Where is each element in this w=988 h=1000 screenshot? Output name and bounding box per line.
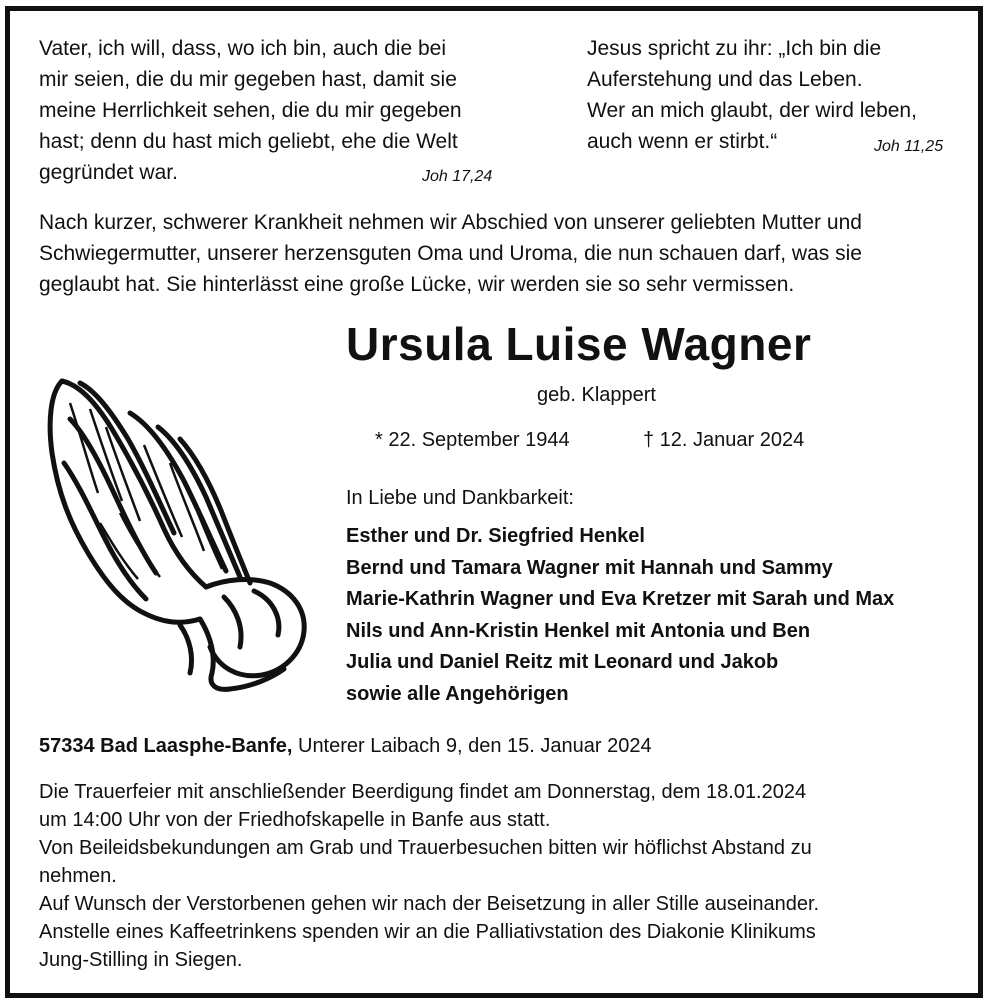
- mourner-entry: sowie alle Angehörigen: [346, 682, 569, 705]
- mourners-list: [346, 521, 894, 710]
- farewell-line: Nach kurzer, schwerer Krankheit nehmen wir Abschied von unserer geliebten Mutter und: [39, 211, 862, 234]
- quote-right-line: auch wenn er stirbt.“: [587, 130, 778, 153]
- death-date: † 12. Januar 2024: [643, 429, 805, 451]
- bible-quote-left: [39, 33, 509, 188]
- obituary-frame: [5, 6, 983, 998]
- deceased-name: Ursula Luise Wagner: [346, 318, 812, 370]
- quote-left-line: gegründet war.: [39, 161, 178, 184]
- quote-left-line: hast; denn du hast mich geliebt, ehe die Welt: [39, 130, 458, 153]
- maiden-name: geb. Klappert: [537, 384, 656, 406]
- details-line: Die Trauerfeier mit anschließender Beerdigung findet am Donnerstag, dem 18.01.2024: [39, 781, 807, 803]
- farewell-text: [39, 207, 862, 300]
- quote-right-line: Wer an mich glaubt, der wird leben,: [587, 99, 917, 122]
- mourner-entry: Esther und Dr. Siegfried Henkel: [346, 525, 645, 547]
- funeral-details: [39, 778, 819, 974]
- birth-date: * 22. September 1944: [375, 429, 570, 451]
- details-line: Anstelle eines Kaffeetrinkens spenden wir an die Palliativstation des Diakonie Klinikums: [39, 921, 816, 943]
- praying-hands-icon: [40, 373, 320, 693]
- quote-left-reference: Joh 17,24: [422, 168, 493, 185]
- farewell-line: Schwiegermutter, unserer herzensguten Oma und Uroma, die nun schauen darf, was sie: [39, 242, 862, 265]
- address-city: 57334 Bad Laasphe-Banfe,: [39, 735, 293, 757]
- mourner-entry: Marie-Kathrin Wagner und Eva Kretzer mit Sarah und Max: [346, 588, 895, 610]
- mourner-entry: Bernd und Tamara Wagner mit Hannah und Sammy: [346, 556, 833, 579]
- address-rest: Unterer Laibach 9, den 15. Januar 2024: [292, 735, 652, 757]
- mourner-entry: Julia und Daniel Reitz mit Leonard und Jakob: [346, 651, 779, 673]
- quote-left-line: Vater, ich will, dass, wo ich bin, auch die bei: [39, 37, 446, 60]
- details-line: Auf Wunsch der Verstorbenen gehen wir nach der Beisetzung in aller Stille auseinander.: [39, 893, 820, 915]
- address-line: [39, 735, 652, 758]
- bible-quote-right: [587, 33, 957, 157]
- mourner-entry: Nils und Ann-Kristin Henkel mit Antonia und Ben: [346, 619, 811, 642]
- quote-left-line: meine Herrlichkeit sehen, die du mir gegeben: [39, 99, 462, 122]
- quote-right-line: Auferstehung und das Leben.: [587, 68, 863, 91]
- quote-right-line: Jesus spricht zu ihr: „Ich bin die: [587, 37, 882, 60]
- quote-right-reference: Joh 11,25: [874, 138, 944, 155]
- details-line: um 14:00 Uhr von der Friedhofskapelle in Banfe aus statt.: [39, 809, 551, 831]
- quote-left-line: mir seien, die du mir gegeben hast, damit sie: [39, 68, 457, 91]
- details-line: nehmen.: [39, 865, 117, 887]
- farewell-line: geglaubt hat. Sie hinterlässt eine große Lücke, wir werden sie so sehr vermissen.: [39, 273, 795, 296]
- details-line: Von Beileidsbekundungen am Grab und Trauerbesuchen bitten wir höflichst Abstand zu: [39, 837, 812, 859]
- mourners-intro: In Liebe und Dankbarkeit:: [346, 487, 574, 509]
- details-line: Jung-Stilling in Siegen.: [39, 949, 243, 971]
